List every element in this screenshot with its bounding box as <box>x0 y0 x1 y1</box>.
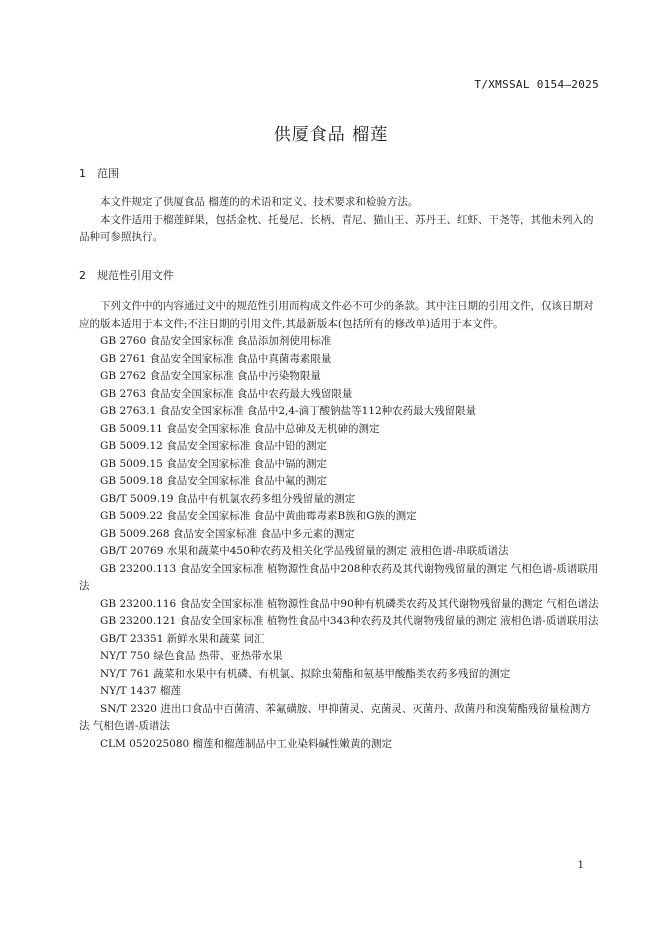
reference-item: GB 5009.22 食品安全国家标准 食品中黄曲霉毒素B族和G族的测定 <box>100 510 417 522</box>
reference-item: GB 2763.1 食品安全国家标准 食品中2,4-滴丁酸钠盐等112种农药最大残留限量 <box>100 405 477 417</box>
reference-item: GB 2762 食品安全国家标准 食品中污染物限量 <box>100 370 321 382</box>
reference-item: SN/T 2320 进出口食品中百菌清、苯氟磺胺、甲抑菌灵、克菌灵、灭菌丹、敌菌丹和溴菊酯残留量检测方法 气相色谱-质谱法 <box>79 702 591 732</box>
reference-item: GB 2761 食品安全国家标准 食品中真菌毒素限量 <box>100 352 332 365</box>
references-intro: 下列文件中的内容通过文中的规范性引用而构成文件必不可少的条款。其中注日期的引用文件，仅该日期对应的版本适用于本文件;不注日期的引用文件,其最新版本(包括所有的修改单)适用于本文件。 <box>79 300 594 330</box>
reference-item: GB 2760 食品安全国家标准 食品添加剂使用标准 <box>100 335 332 347</box>
section-1-heading <box>79 165 119 181</box>
reference-item: GB 23200.113 食品安全国家标准 植物源性食品中208种农药及其代谢物残留量的测定 气相色谱-质谱联用法 <box>79 562 599 592</box>
document-title: 供厦食品 榴莲 <box>273 125 389 145</box>
reference-item: GB 5009.12 食品安全国家标准 食品中铅的测定 <box>100 440 328 452</box>
section-1-number: 1 <box>79 167 86 180</box>
scope-paragraph-2: 本文件适用于榴莲鲜果，包括金枕、托曼尼、长柄、青尼、猫山王、苏丹王、红虾、干尧等，其他未列入的品种可参照执行。 <box>79 213 594 243</box>
section-2-body <box>79 298 599 753</box>
section-2-heading <box>79 267 174 283</box>
page-number: 1 <box>577 860 584 871</box>
section-1-title: 范围 <box>97 167 119 180</box>
standard-code: T/XMSSAL 0154—2025 <box>474 78 599 91</box>
reference-item: GB 5009.18 食品安全国家标准 食品中氟的测定 <box>100 475 328 487</box>
reference-item: NY/T 761 蔬菜和水果中有机磷、有机氯、拟除虫菊酯和氨基甲酸酯类农药多残留的测定 <box>100 667 511 680</box>
reference-item: NY/T 750 绿色食品 热带、亚热带水果 <box>100 650 283 662</box>
reference-list <box>79 333 599 753</box>
reference-item: CLM 052025080 榴莲和榴莲制品中工业染料碱性嫩黄的测定 <box>100 737 393 750</box>
reference-item: GB 23200.121 食品安全国家标准 植物性食品中343种农药及其代谢物残留量的测定 液相色谱-质谱联用法 <box>100 615 599 627</box>
section-2-number: 2 <box>79 269 86 282</box>
reference-item: GB 5009.15 食品安全国家标准 食品中镉的测定 <box>100 457 328 470</box>
reference-item: GB/T 5009.19 食品中有机氯农药多组分残留量的测定 <box>100 492 356 505</box>
reference-item: GB 23200.116 食品安全国家标准 植物源性食品中90种有机磷类农药及其代谢物残留量的测定 气相色谱法 <box>100 597 599 610</box>
section-2-title: 规范性引用文件 <box>97 269 174 282</box>
reference-item: NY/T 1437 榴莲 <box>100 685 182 697</box>
reference-item: GB/T 23351 新鲜水果和蔬菜 词汇 <box>100 632 265 645</box>
scope-paragraph-1: 本文件规定了供厦食品 榴莲的的术语和定义、技术要求和检验方法。 <box>100 196 419 208</box>
reference-item: GB 5009.268 食品安全国家标准 食品中多元素的测定 <box>100 527 355 540</box>
reference-item: GB/T 20769 水果和蔬菜中450种农药及相关化学品残留量的测定 液相色谱-串联质谱法 <box>100 545 509 557</box>
section-1-body <box>79 194 599 247</box>
reference-item: GB 5009.11 食品安全国家标准 食品中总砷及无机砷的测定 <box>100 422 380 435</box>
reference-item: GB 2763 食品安全国家标准 食品中农药最大残留限量 <box>100 387 353 400</box>
